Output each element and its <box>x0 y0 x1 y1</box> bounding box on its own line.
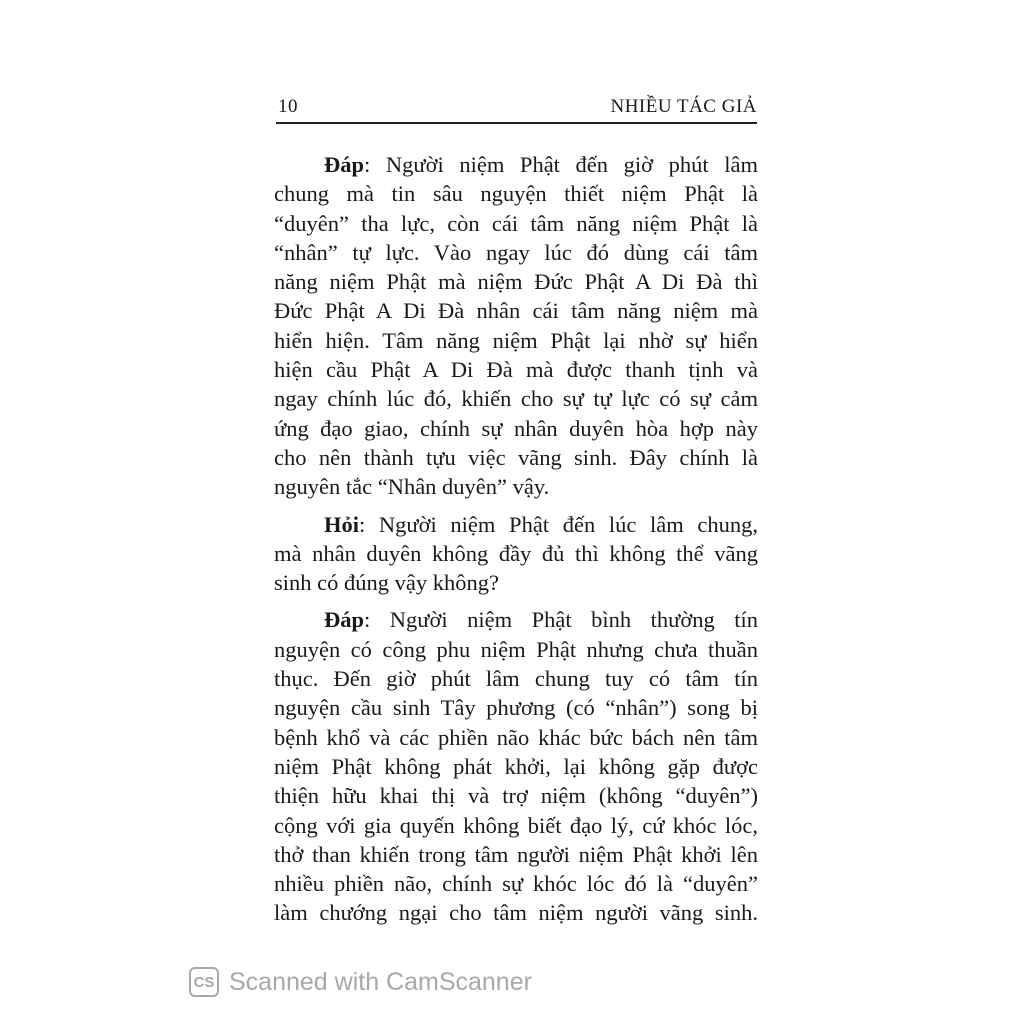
text-line: hiện cầu Phật A Di Đà mà được thanh tịnh và <box>274 357 758 383</box>
camscanner-watermark <box>189 967 532 997</box>
book-title: NHIỀU TÁC GIẢ <box>610 96 757 117</box>
text-line: cộng với gia quyến không biết đạo lý, cứ khóc lóc, <box>274 812 758 838</box>
text-line: ngay chính lúc đó, khiến cho sự tự lực có sự cảm <box>274 386 758 412</box>
paragraph-gap <box>274 502 758 510</box>
body-text <box>274 150 758 928</box>
running-header <box>276 96 757 124</box>
paragraph-2-first-line <box>274 510 758 539</box>
paragraph-1-first-line <box>274 150 758 179</box>
text-line: nguyện có công phu niệm Phật nhưng chưa thuần <box>274 636 758 662</box>
page-number: 10 <box>278 96 298 117</box>
text-line: năng niệm Phật mà niệm Đức Phật A Di Đà thì <box>274 269 758 295</box>
text-run: : Người niệm Phật đến lúc lâm chung, <box>359 511 758 537</box>
text-run: : Người niệm Phật bình thường tín <box>364 607 758 633</box>
text-line: thở than khiến trong tâm người niệm Phật khởi lên <box>274 841 758 867</box>
text-line: chung mà tin sâu nguyện thiết niệm Phật là <box>274 181 758 207</box>
text-line: hiển hiện. Tâm năng niệm Phật lại nhờ sự hiển <box>274 327 758 353</box>
text-line: niệm Phật không phát khởi, lại không gặp được <box>274 753 758 779</box>
text-line: nguyên tắc “Nhân duyên” vậy. <box>274 474 550 500</box>
camscanner-logo-icon: CS <box>189 967 219 997</box>
text-line: nguyện cầu sinh Tây phương (có “nhân”) song bị <box>274 695 758 721</box>
text-line: làm chướng ngại cho tâm niệm người vãng sinh. <box>274 900 758 926</box>
text-line: ứng đạo giao, chính sự nhân duyên hòa hợp này <box>274 415 758 441</box>
text-line: bệnh khổ và các phiền não khác bức bách nên tâm <box>274 724 758 750</box>
text-line: Đức Phật A Di Đà nhân cái tâm năng niệm mà <box>274 298 758 324</box>
text-line: thiện hữu khai thị và trợ niệm (không “duyên”) <box>274 783 758 809</box>
answer-label: Đáp <box>324 607 365 633</box>
text-line: sinh có đúng vậy không? <box>274 570 499 596</box>
text-line: cho nên thành tựu việc vãng sinh. Đây chính là <box>274 444 758 470</box>
text-run: : Người niệm Phật đến giờ phút lâm <box>364 152 758 177</box>
text-line: thục. Đến giờ phút lâm chung tuy có tâm tín <box>274 666 758 692</box>
watermark-text: Scanned with CamScanner <box>229 967 532 996</box>
text-line: mà nhân duyên không đầy đủ thì không thể vãng <box>274 540 758 566</box>
answer-label: Đáp <box>324 152 365 177</box>
paragraph-gap <box>274 597 758 605</box>
text-line: “duyên” tha lực, còn cái tâm năng niệm Phật là <box>274 210 758 236</box>
paragraph-3-first-line <box>274 605 758 634</box>
question-label: Hỏi <box>324 511 360 537</box>
text-line: “nhân” tự lực. Vào ngay lúc đó dùng cái tâm <box>274 239 758 265</box>
text-line: nhiều phiền não, chính sự khóc lóc đó là “duyên” <box>274 871 758 897</box>
